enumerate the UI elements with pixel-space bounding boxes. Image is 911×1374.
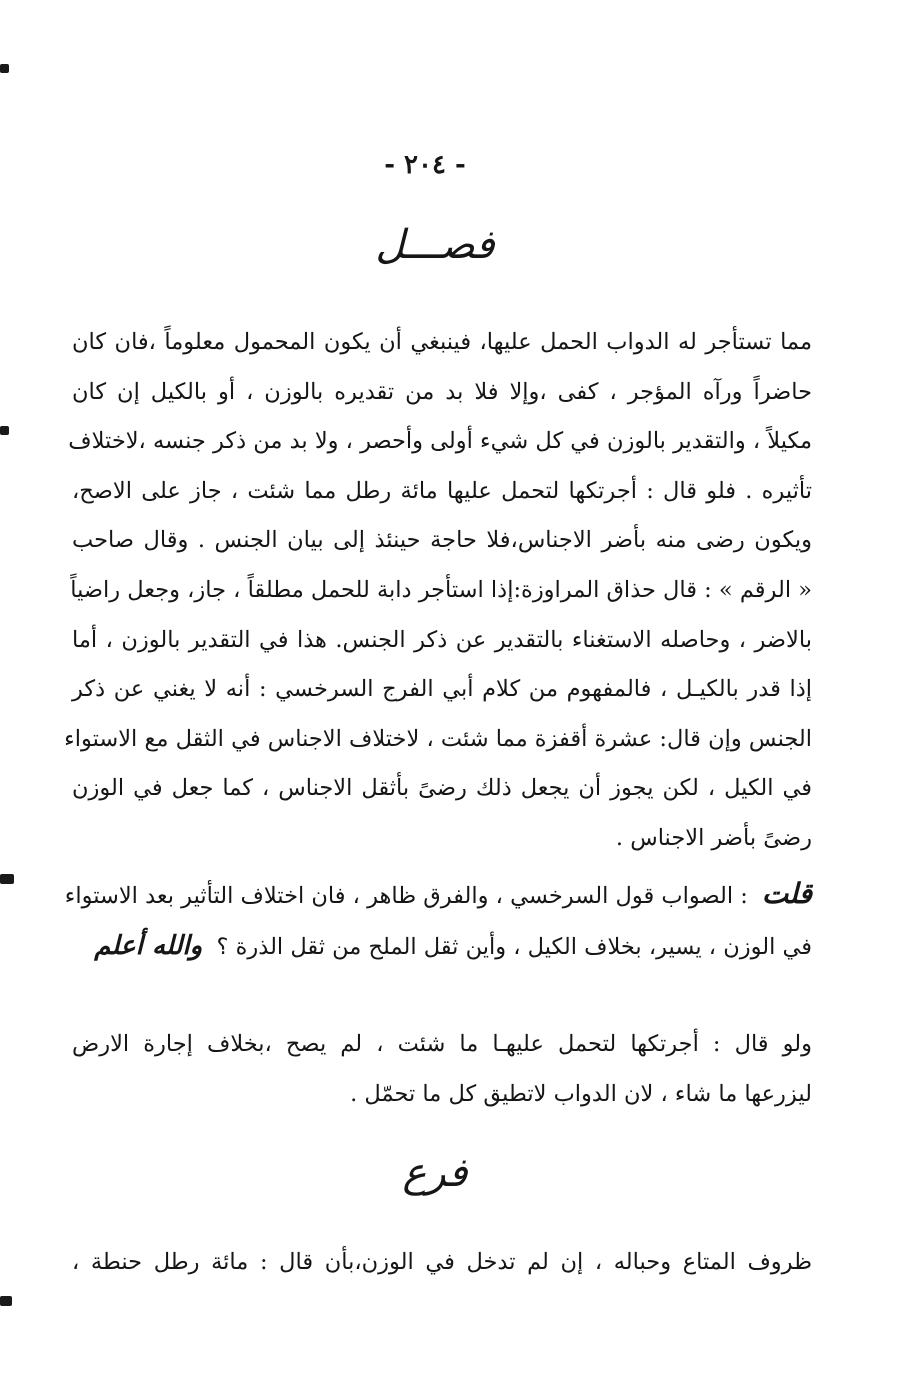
author-note — [64, 869, 812, 972]
text-line: ظروف المتاع وحباله ، إن لم تدخل في الوزن،بأن قال : مائة رطل حنطة ، — [72, 1249, 812, 1275]
section-far-body — [72, 1238, 812, 1288]
text-line: بالاضر ، وحاصله الاستغناء بالتقدير عن ذكر الجنس. هذا في التقدير بالوزن ، أما — [72, 626, 812, 653]
text-line: رضىً بأضر الاجناس . — [615, 824, 812, 851]
page-number: - ٢٠٤ - — [384, 150, 466, 180]
text-line: مكيلاً ، والتقدير بالوزن في كل شيء أولى وأحصر ، ولا بد من ذكر جنسه ،لاختلاف — [68, 428, 812, 455]
scan-edge-mark — [0, 1296, 12, 1306]
note-closing: والله أعلم — [94, 930, 203, 961]
note-label: قلت — [761, 877, 812, 910]
text-line: مما تستأجر له الدواب الحمل عليها، فينبغي أن يكون المحمول معلوماً ،فان كان — [72, 329, 812, 355]
section-heading-fasl: فصـــل — [375, 222, 495, 268]
section-heading-far: فرع — [402, 1150, 468, 1196]
text-line: ويكون رضى منه بأضر الاجناس،فلا حاجة حينئذ إلى بيان الجنس . وقال صاحب — [72, 527, 812, 554]
text-line: ليزرعها ما شاء ، لان الدواب لاتطيق كل ما تحمّل . — [350, 1080, 812, 1107]
scan-edge-mark — [0, 64, 9, 73]
text-line: الجنس وإن قال: عشرة أقفزة مما شئت ، لاختلاف الاجناس في الثقل مع الاستواء — [64, 725, 812, 752]
note-text: : الصواب قول السرخسي ، والفرق ظاهر ، فان اختلاف التأثير بعد الاستواء — [64, 883, 748, 909]
text-line: في الكيل ، لكن يجوز أن يجعل ذلك رضىً بأثقل الاجناس ، كما جعل في الوزن — [72, 775, 812, 802]
note-line — [72, 922, 812, 973]
scan-edge-mark — [0, 874, 14, 884]
text-line: ولو قال : أجرتكها لتحمل عليهـا ما شئت ، لم يصح ،بخلاف إجارة الارض — [72, 1031, 812, 1057]
scan-edge-mark — [0, 426, 9, 435]
text-line: إذا قدر بالكيـل ، فالمفهوم من كلام أبي الفرج السرخسي : أنه لا يغني عن ذكر — [72, 676, 812, 703]
paragraph-body — [72, 1020, 812, 1119]
text-line: « الرقم » : قال حذاق المراوزة:إذا استأجر دابة للحمل مطلقاً ، جاز، وجعل راضياً — [70, 576, 812, 603]
section-fasl-body — [64, 318, 812, 864]
text-line: تأثيره . فلو قال : أجرتكها لتحمل عليها مائة رطل مما شئت ، جاز على الاصح، — [72, 477, 812, 504]
note-text: في الوزن ، يسير، بخلاف الكيل ، وأين ثقل الملح من ثقل الذرة ؟ — [216, 933, 812, 960]
text-line: حاضراً ورآه المؤجر ، كفى ،وإلا فلا بد من تقديره بالوزن ، أو بالكيل إن كان — [72, 378, 812, 405]
note-line — [64, 869, 812, 922]
